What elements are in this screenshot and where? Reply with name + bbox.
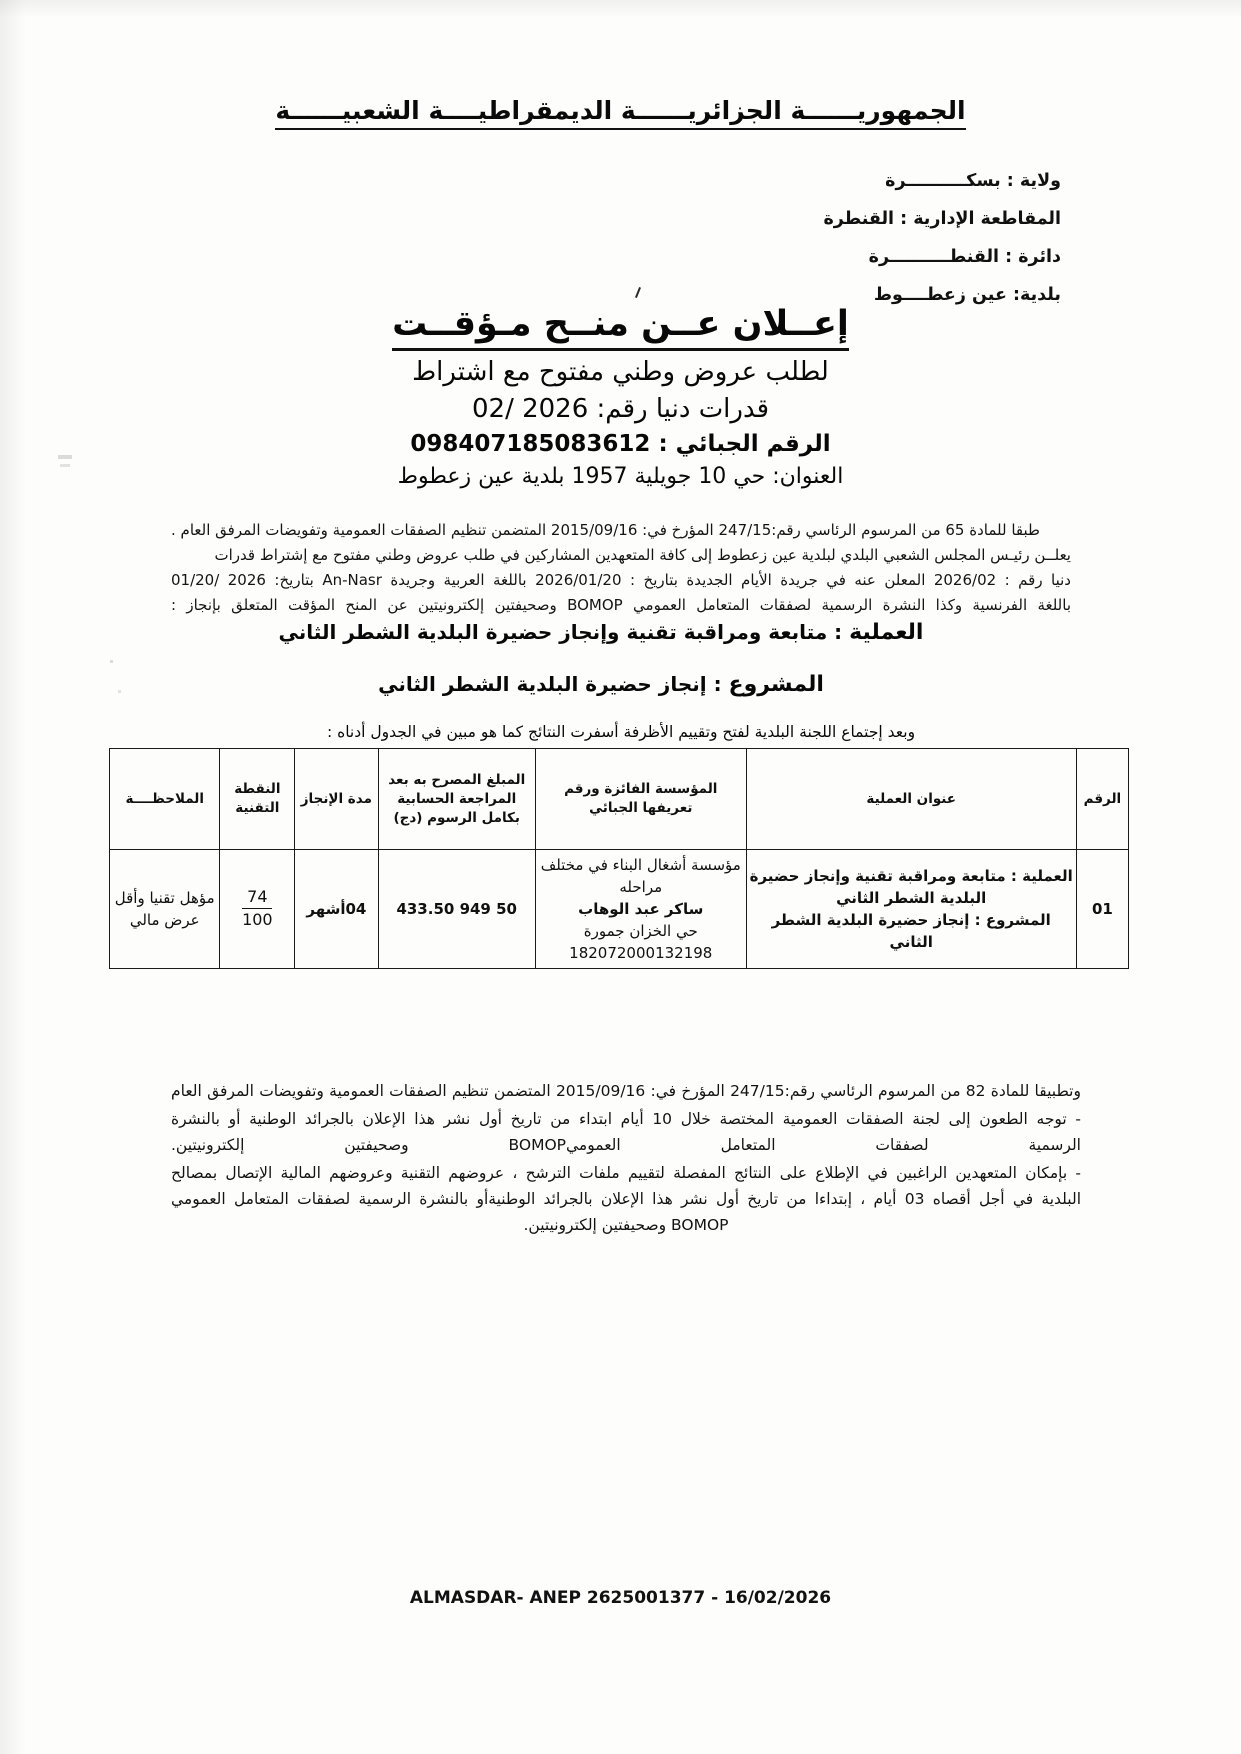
award-results-table-wrapper <box>109 748 1129 969</box>
cell-project-separator: : <box>969 911 986 929</box>
cell-duration: 04أشهر <box>295 850 378 969</box>
cell-operation-line <box>750 865 1073 909</box>
page-title <box>0 304 1241 344</box>
note-line-5: البلدية في أجل أقصاه 03 أيام ، إبتداءا من تاريخ أول نشر هذا الإعلان بالجرائد الوطنيةأو بالنشرة الرسمية لصفقات المتعامل العمومي <box>171 1190 1082 1208</box>
closing-notes <box>171 1078 1081 1238</box>
header-operation-title: عنوان العملية <box>746 749 1076 850</box>
header-remark: الملاحظــــة <box>110 749 220 850</box>
legal-line-2: يعلــن رئيـس المجلس الشعبي البلدي لبلدية عين زعطوط إلى كافة المتعهدين المشاركين في طلب عروض وطني مفتوح مع إشتراط قدرات <box>214 546 1071 564</box>
operation-separator: : <box>827 620 850 644</box>
administrative-district-line: المقاطعة الإدارية : القنطرة <box>823 209 1061 229</box>
legal-line-3: دنيا رقم : 2026/02 المعلن عنه في جريدة الأيام الجديدة بتاريخ : 2026/01/20 باللغة العربية وجريدة An-Nasr بتاريخ: 2026 /01/20 <box>171 571 1071 589</box>
note-line-3: الرسمية لصفقات المتعامل العموميBOMOP وصحيفتين إلكترونيتين. <box>171 1136 1081 1154</box>
scan-edge-top <box>0 0 1241 18</box>
commune-line: بلدية: عين زعطــــوط <box>873 285 1061 305</box>
wilaya-line: ولاية : بسكــــــــــرة <box>885 171 1061 191</box>
scan-speck <box>118 690 121 693</box>
note-line-6: BOMOP وصحيفتين إلكترونيتين. <box>523 1216 729 1234</box>
table-row <box>110 850 1129 969</box>
cell-operation-keyword: العملية <box>1022 867 1073 885</box>
authority-address: العنوان: حي 10 جويلية 1957 بلدية عين زعطوط <box>397 464 844 489</box>
firm-address: حي الخزان جمورة <box>583 922 698 940</box>
cell-remark: مؤهل تقنيا وأقل عرض مالي <box>110 850 220 969</box>
administrative-address-block <box>611 162 1061 314</box>
project-keyword: المشروع <box>728 672 824 697</box>
cell-operation-separator: : <box>1005 867 1023 885</box>
tender-subtitle-line2: قدرات دنيا رقم: 2026 /02 <box>471 394 770 424</box>
tax-identification-number: الرقم الجبائي : 098407185083612 <box>410 431 831 457</box>
header-amount: المبلغ المصرح به بعد المراجعة الحسابية بكامل الرسوم (دج) <box>378 749 535 850</box>
footer-reference: ALMASDAR- ANEP 2625001377 - 16/02/2026 <box>409 1588 832 1608</box>
cell-technical-score <box>220 850 295 969</box>
cell-winning-firm <box>535 850 746 969</box>
tender-subtitle-line1: لطلب عروض وطني مفتوح مع اشتراط <box>412 357 829 387</box>
republic-header-text: الجمهوريــــــة الجزائريــــــة الديمقراطيــــة الشعبيــــــة <box>275 96 965 130</box>
project-text: إنجاز حضيرة البلدية الشطر الثاني <box>378 672 707 696</box>
cell-amount: 50 949 433.50 <box>378 850 535 969</box>
cell-operation-text: متابعة ومراقبة تقنية وإنجاز حضيرة البلدية الشطر الثاني <box>749 867 1006 907</box>
header-winning-firm: المؤسسة الفائزة ورقم تعريفها الجبائي <box>535 749 746 850</box>
cell-number: 01 <box>1076 850 1128 969</box>
legal-line-1: طبقا للمادة 65 من المرسوم الرئاسي رقم:247/15 المؤرخ في: 2015/09/16 المتضمن تنظيم الصفقات العمومية وتفويضات المرفق العام . <box>171 521 1040 539</box>
score-fraction <box>242 887 273 930</box>
note-line-1: وتطبيقا للمادة 82 من المرسوم الرئاسي رقم:247/15 المؤرخ في: 2015/09/16 المتضمن تنظيم الصفقات العمومية وتفويضات المرفق العام <box>171 1082 1081 1100</box>
note-line-2: - توجه الطعون إلى لجنة الصفقات العمومية المختصة خلال 10 أيام ابتداء من تاريخ أول نشر هذا الإعلان بالجرائد الوطنية أو بالنشرة <box>171 1110 1082 1128</box>
committee-results-sentence: وبعد إجتماع اللجنة البلدية لفتح وتقييم الأظرفة أسفرت النتائج كما هو مبين في الجدول أدناه : <box>326 723 916 741</box>
operation-keyword: العملية <box>849 620 924 645</box>
header-number: الرقم <box>1076 749 1128 850</box>
operation-text: متابعة ومراقبة تقنية وإنجاز حضيرة البلدية الشطر الثاني <box>278 620 828 644</box>
firm-tax-id: 182072000132198 <box>569 944 713 962</box>
award-results-table <box>109 748 1129 969</box>
header-technical-score: النقطة التقنية <box>220 749 295 850</box>
header-duration: مدة الإنجاز <box>295 749 378 850</box>
cell-project-keyword: المشروع <box>985 911 1051 929</box>
score-denominator: 100 <box>242 910 273 929</box>
legal-line-4: باللغة الفرنسية وكذا النشرة الرسمية لصفقات المتعامل العمومي BOMOP وصحيفتين إلكترونيتين عن المنح المؤقت المتعلق بإنجاز : <box>171 596 1071 614</box>
page-title-text: إعــلان عــن منــح مـؤقــت <box>392 304 849 351</box>
firm-manager: ساكر عبد الوهاب <box>578 900 704 918</box>
republic-header <box>0 96 1241 125</box>
firm-name: مؤسسة أشغال البناء في مختلف مراحله <box>540 856 741 896</box>
cell-project-text: إنجاز حضيرة البلدية الشطر الثاني <box>771 911 970 951</box>
daira-line: دائرة : القنطــــــــــرة <box>868 247 1061 267</box>
legal-reference-paragraph <box>171 518 1071 618</box>
note-line-4: - بإمكان المتعهدين الراغبين في الإطلاع على النتائج المفصلة لتقييم ملفات الترشح ، عروضهم التقنية وعروضهم المالية الإتصال بمصالح <box>171 1164 1081 1182</box>
score-numerator: 74 <box>247 887 268 906</box>
cell-project-line <box>750 909 1073 953</box>
cell-operation-title <box>746 850 1076 969</box>
scan-speck <box>110 660 113 663</box>
score-fraction-bar <box>242 908 272 909</box>
scan-edge-left <box>0 0 26 1754</box>
project-heading <box>161 672 1041 697</box>
operation-heading <box>161 620 1041 645</box>
table-header-row <box>110 749 1129 850</box>
project-separator: : <box>706 672 729 696</box>
